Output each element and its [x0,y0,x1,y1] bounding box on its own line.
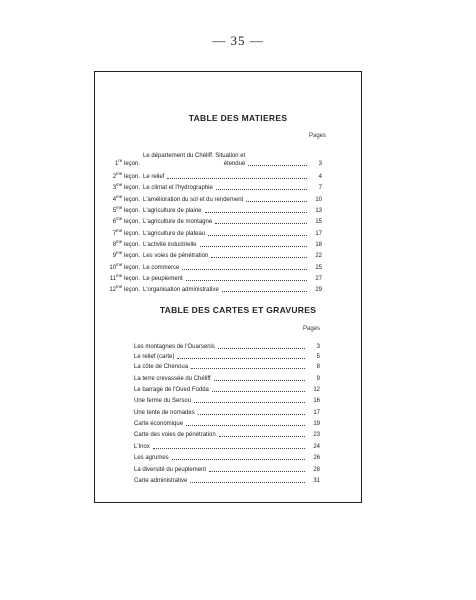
dot-leader [212,386,305,392]
dot-leader [211,252,307,258]
lesson-word: leçon. [123,197,140,203]
lesson-word: leçon. [123,231,140,237]
lesson-ordinal: 9 [112,253,117,259]
toc-row [88,261,322,272]
figure-title: Carte des voies de pénétration [134,432,216,438]
lesson-ordinal-suffix: me [116,273,123,278]
lesson-ordinal-suffix: me [116,262,123,267]
toc-title: Les voies de pénétration [143,253,209,259]
toc-page-number: 17 [315,231,322,237]
toc-title: Le climat et l'hydrographie [143,185,213,191]
lesson-ordinal-suffix: me [116,171,123,176]
lesson-word: leçon. [123,287,140,293]
lesson-word: leçon. [123,253,140,259]
toc-lesson-number [88,204,143,215]
dot-leader [248,160,307,166]
toc-lesson-number [88,193,143,204]
toc-row [88,181,322,192]
figure-page-number: 26 [313,455,320,461]
toc-title: Le peuplement [143,276,183,282]
lesson-ordinal-suffix: me [116,284,123,289]
toc-row [88,249,322,260]
toc-lesson-number [88,261,143,272]
figure-row [134,375,320,383]
dot-leader [177,353,305,359]
toc-row [88,170,322,181]
figure-title: Carte économique [134,421,184,427]
toc-title: L'activité industrielle [143,242,197,248]
figure-title: L'Inox [134,444,150,450]
toc-lesson-number [88,272,143,283]
lesson-ordinal: 4 [112,197,117,203]
dot-leader [186,420,305,426]
lesson-ordinal: 1 [114,161,119,167]
toc-lesson-number [88,249,143,260]
dot-leader [167,173,307,179]
figure-row [134,353,320,361]
dot-leader [191,363,305,369]
dot-leader [216,184,307,190]
lesson-ordinal: 7 [112,231,117,237]
figure-title: Les montagnes de l'Ouarsenis [134,344,215,350]
figure-row [134,431,320,439]
figure-row [134,466,320,474]
figure-row [134,386,320,394]
toc-row [88,283,322,294]
figure-page-number: 31 [313,478,320,484]
toc-heading: TABLE DES MATIERES [188,113,288,123]
lesson-word: leçon. [123,185,140,191]
toc-page-number: 4 [318,174,322,180]
figure-page-number: 8 [316,364,320,370]
toc-row [88,193,322,204]
dot-leader [186,275,307,281]
lesson-word: leçon. [123,265,140,271]
dot-leader [219,431,305,437]
toc-pages-label: Pages [309,133,327,139]
toc-row [88,238,322,249]
toc-page-number: 27 [315,276,322,282]
dot-leader [205,207,307,213]
toc-lesson-number [88,283,143,294]
figure-title: La côte de Chenoua [134,364,189,370]
lesson-word: leçon. [123,242,140,248]
toc-title: L'amélioration du sol et du rendement [143,197,244,203]
lesson-ordinal: 10 [109,265,117,271]
dot-leader [200,241,307,247]
figures-heading: TABLE DES CARTES ET GRAVURES [159,305,317,315]
figure-page-number: 19 [313,421,320,427]
figure-title: Les agrumes [134,455,169,461]
toc-lesson-number [88,227,143,238]
lesson-ordinal: 12 [109,287,117,293]
toc-page-number: 10 [315,197,322,203]
lesson-ordinal-suffix: me [116,250,123,255]
figure-page-number: 28 [313,467,320,473]
dot-leader [198,409,305,415]
lesson-word: leçon. [123,174,140,180]
lesson-ordinal-suffix: re [118,158,123,163]
figure-row [134,420,320,428]
figure-page-number: 12 [313,387,320,393]
lesson-word: leçon. [123,208,140,214]
toc-page-number: 3 [318,161,322,167]
toc-page-number: 7 [318,185,322,191]
toc-lesson-number [88,181,143,192]
figure-title: Le relief (carte) [134,354,175,360]
lesson-ordinal-suffix: me [116,228,123,233]
figure-page-number: 3 [316,344,320,350]
figure-row [134,363,320,371]
figure-title: La diversité du peuplement [134,467,207,473]
dot-leader [208,230,307,236]
figure-title: Une tente de nomades [134,410,195,416]
toc-page-number: 13 [315,208,322,214]
dot-leader [222,286,307,292]
toc-row [88,227,322,238]
figure-page-number: 5 [316,354,320,360]
figure-page-number: 17 [313,410,320,416]
figure-title: La terre crevassée du Chéliff [134,376,211,382]
figures-pages-label: Pages [303,326,321,332]
toc-page-number: 25 [315,265,322,271]
figure-page-number: 24 [313,444,320,450]
figure-title: Une ferme du Sersou [134,398,192,404]
toc-title: Le relief [143,174,165,180]
lesson-ordinal-suffix: me [116,194,123,199]
figure-row [134,454,320,462]
toc-title: L'organisation administrative [143,287,219,293]
dot-leader [218,343,305,349]
figure-row [134,443,320,451]
lesson-word: leçon. [123,219,140,225]
dot-leader [153,443,305,449]
dot-leader [209,466,305,472]
lesson-ordinal-suffix: me [116,239,123,244]
lesson-ordinal: 6 [112,219,117,225]
lesson-ordinal: 11 [109,276,117,282]
figure-row [134,397,320,405]
lesson-ordinal: 2 [112,174,117,180]
dot-leader [215,218,307,224]
lesson-word: leçon. [123,161,140,167]
lesson-ordinal-suffix: me [116,205,123,210]
figure-title: Le barrage de l'Oued Fodda [134,387,209,393]
toc-lesson-number [88,215,143,226]
toc-title: Le commerce [143,265,180,271]
lesson-ordinal: 8 [112,242,117,248]
lesson-ordinal: 5 [112,208,117,214]
lesson-ordinal: 3 [112,185,117,191]
toc-page-number: 15 [315,219,322,225]
toc-lesson-number [88,170,143,181]
toc-title-continuation: étendue [223,161,246,167]
toc-lesson-number [88,238,143,249]
toc-lesson-number [88,157,143,168]
figure-page-number: 16 [313,398,320,404]
toc-title: Le département du Chéliff. Situation et [143,153,246,159]
toc-title: L'agriculture de plaine [143,208,202,214]
dot-leader [214,375,305,381]
dot-leader [172,454,305,460]
figure-page-number: 23 [313,432,320,438]
dot-leader [190,477,305,483]
lesson-ordinal-suffix: me [116,182,123,187]
toc-row [88,152,322,168]
lesson-ordinal-suffix: me [116,216,123,221]
toc-title: L'agriculture de montagne [143,219,213,225]
toc-row [88,272,322,283]
figure-title: Carte administrative [134,478,188,484]
figure-row [134,409,320,417]
toc-row [88,215,322,226]
toc-page-number: 29 [315,287,322,293]
toc-page-number: 22 [315,253,322,259]
toc-page-number: 18 [315,242,322,248]
toc-title-block [143,152,245,168]
figure-row [134,477,320,485]
dot-leader [246,196,307,202]
dot-leader [182,264,307,270]
dot-leader [194,397,305,403]
lesson-word: leçon. [123,276,140,282]
figure-row [134,343,320,351]
toc-row [88,204,322,215]
page-number: — 35 — [212,33,264,48]
figure-page-number: 9 [316,376,320,382]
toc-title: L'agriculture de plateau [143,231,206,237]
